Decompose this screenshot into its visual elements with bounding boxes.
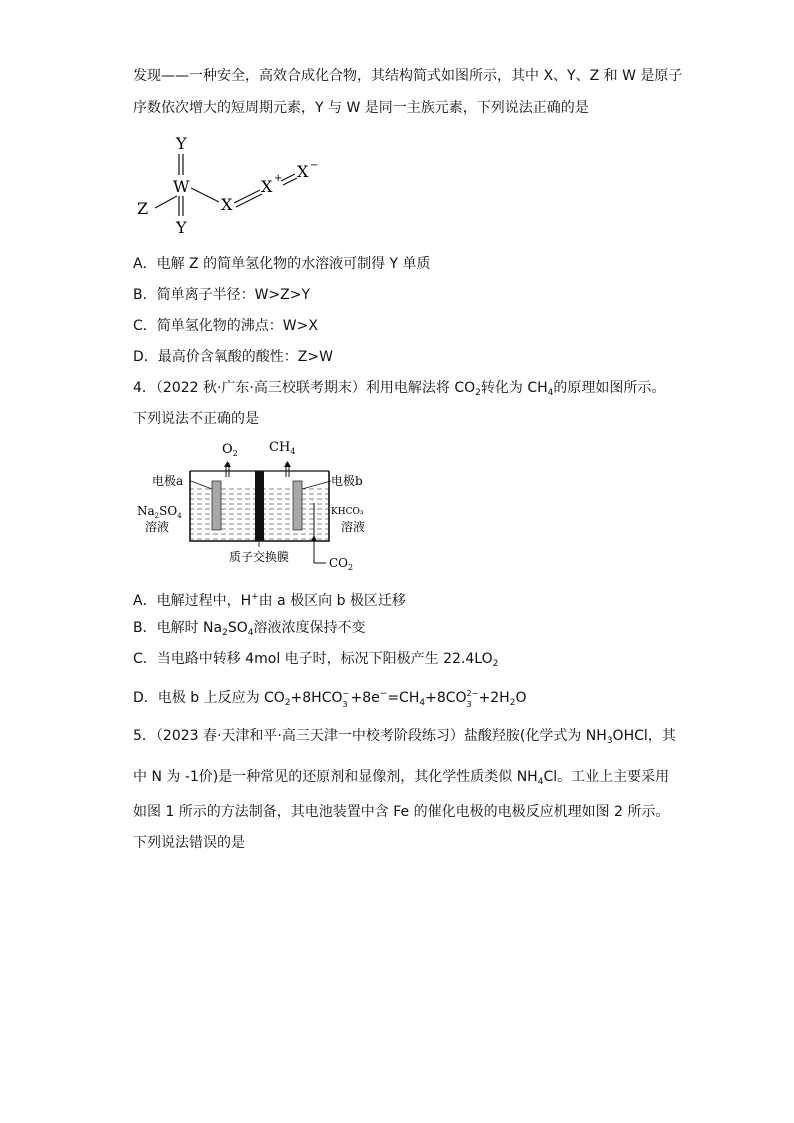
proton-exchange-membrane [255,471,264,541]
structure-z: Z [137,199,149,218]
structure-w: W [173,177,190,196]
right-solution-formula: KHCO₃ [331,507,364,517]
co2-label: $CO_2$ [329,556,354,572]
q5-stem-line3: 如图 1 所示的方法制备，其电池装置中含 Fe 的催化电极的电极反应机理如图 2 所示。 [133,804,670,820]
structure-y-bottom: Y [176,218,187,237]
q5-stem-line2: 中 N 为 -1价)是一种常见的还原剂和显像剂，其化学性质类似 $NH_4Cl$。工业上主要采用 [133,769,670,787]
right-solution-word: 溶液 [341,520,366,534]
q4-option-d: D．电极 b 上反应为 $CO_2+8HCO$ − 3 $+8e^-=CH_4+8CO$ 2− 3 $+2H_2O$ [133,689,527,709]
structure-x1: X [221,195,233,214]
structure-x2-charge: + [274,173,283,184]
electrode-b-label: 电极b [331,474,363,488]
structure-x3-charge: − [310,160,319,171]
q3-stem-line1: 发现——一种安全，高效合成化合物，其结构简式如图所示，其中 X、Y、Z 和 W 是原子 [133,68,683,84]
ch4-label: $CH_4$ [269,440,296,456]
q5-stem-line1: 5．（2023 春·天津和平·高三天津一中校考阶段练习）盐酸羟胺(化学式为 $NH_3OHCl$，其 [133,728,676,746]
o2-label: $O_2$ [222,442,238,458]
q3-option-c: C．简单氢化物的沸点：W>X [133,318,318,334]
q5-stem-line4: 下列说法错误的是 [133,835,245,851]
structure-y-top: Y [176,134,187,153]
q4-option-c: C．当电路中转移 4mol 电子时，标况下阳极产生 $22.4LO_2$ [133,651,499,669]
q4-option-b: B．电解时 $Na_2SO_4$溶液浓度保持不变 [133,620,366,638]
structure-x2: X [261,177,273,196]
q4-electrolysis-diagram [133,437,383,577]
left-solution-formula: $Na_2SO_4$ [137,504,182,520]
q3-stem-line2: 序数依次增大的短周期元素，Y 与 W 是同一主族元素，下列说法正确的是 [133,100,589,116]
left-solution-word: 溶液 [145,520,170,534]
membrane-label: 质子交换膜 [229,550,290,564]
q4-option-a: A．电解过程中，H+由 a 极区向 b 极区迁移 [133,592,406,609]
q4-stem-line2: 下列说法不正确的是 [133,411,259,427]
q3-option-d: D．最高价含氧酸的酸性：Z>W [133,349,333,365]
electrode-a-plate [212,481,221,530]
q4-stem-line1: 4．（2022 秋·广东·高三校联考期末）利用电解法将 $CO_2$转化为 $CH_4$的原理如图所示。 [133,380,666,398]
structure-x3: X [297,162,309,181]
electrode-b-plate [293,481,302,530]
electrode-a-label: 电极a [152,474,184,488]
q3-option-a: A．电解 Z 的简单氢化物的水溶液可制得 Y 单质 [133,256,431,272]
q3-structure-diagram [133,130,333,240]
q3-option-b: B．简单离子半径：W>Z>Y [133,287,311,303]
